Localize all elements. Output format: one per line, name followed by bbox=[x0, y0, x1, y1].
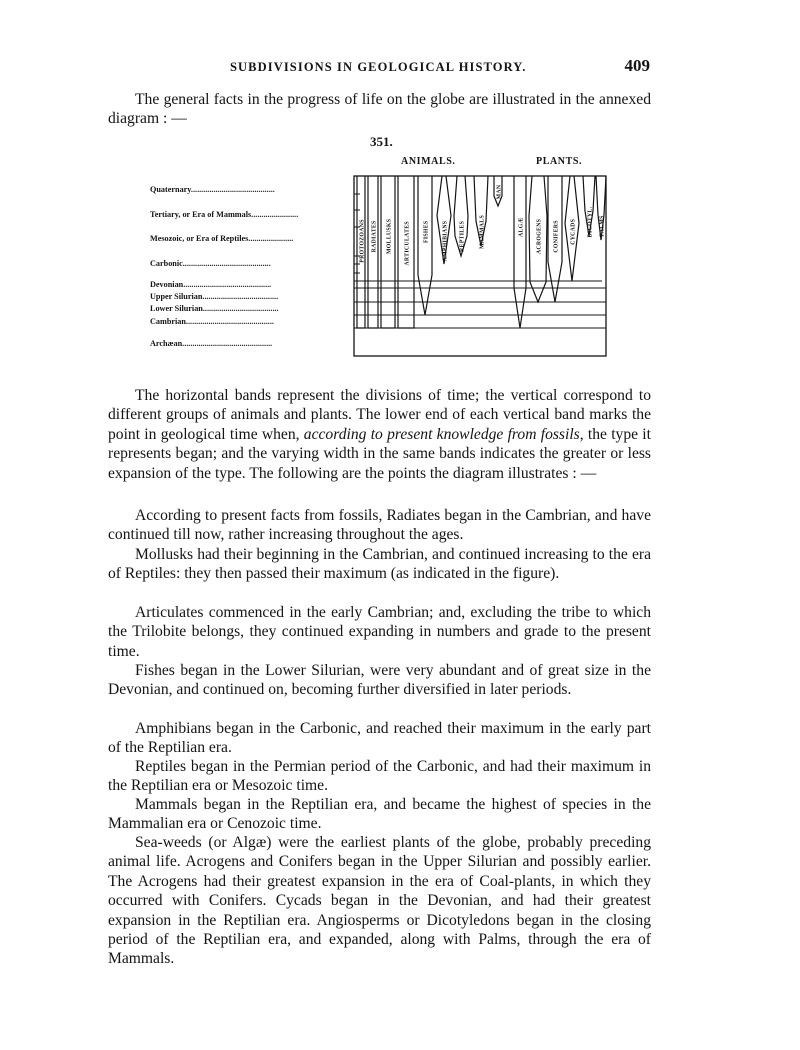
band-fishes bbox=[418, 176, 432, 315]
body-paragraph bbox=[108, 833, 651, 969]
text-run: Mollusks had their beginning in the Cambrian, and continued increasing to the era of Reptiles: they then passed their maximum (as indicated in the figure). bbox=[108, 546, 651, 583]
group-bands bbox=[357, 176, 606, 328]
group-label: MAN bbox=[496, 184, 503, 200]
group-label: DICOTYL. bbox=[587, 206, 594, 238]
text-run: Mammals began in the Reptilian era, and became the highest of species in the Mammalian era or Cenozoic time. bbox=[108, 796, 651, 833]
group-label: CONIFERS bbox=[553, 220, 560, 253]
text-run: The horizontal bands represent the divisions of time; the vertical correspond to different groups of animals and plants. The lower end of each vertical band marks the point in geological time when, bbox=[108, 387, 651, 443]
period-label: Mesozoic, or Era of Reptiles...................... bbox=[150, 234, 294, 243]
period-label: Tertiary, or Era of Mammals....................... bbox=[150, 210, 299, 219]
body-paragraph bbox=[108, 661, 651, 700]
intro-paragraph: The general facts in the progress of life on the globe are illustrated in the annexed diagram : — bbox=[108, 91, 651, 128]
emphasis-run: according to present knowledge from fossils bbox=[303, 425, 580, 443]
animals-heading: ANIMALS. bbox=[401, 156, 456, 167]
text-run: Fishes began in the Lower Silurian, were very abundant and of great size in the Devonian, and continued on, becoming further diversified in later periods. bbox=[108, 662, 651, 699]
plants-heading: PLANTS. bbox=[536, 156, 583, 167]
group-label: MOLLUSKS bbox=[386, 218, 393, 255]
diagram-frame bbox=[354, 176, 606, 356]
page-header bbox=[108, 56, 656, 80]
life-progress-diagram bbox=[148, 150, 618, 365]
text-run: According to present facts from fossils, Radiates began in the Cambrian, and have continued till now, rather increasing throughout the ages. bbox=[108, 507, 651, 544]
body-paragraph bbox=[108, 795, 651, 834]
group-label: PROTOZOANS bbox=[359, 219, 366, 263]
body-paragraph bbox=[108, 757, 651, 796]
running-head: SUBDIVISIONS IN GEOLOGICAL HISTORY. bbox=[230, 60, 527, 74]
period-label: Carbonic........................................... bbox=[150, 259, 271, 268]
group-label: ALGÆ bbox=[518, 217, 525, 237]
group-label: PALMS bbox=[599, 215, 606, 237]
period-label: Quaternary......................................... bbox=[150, 185, 275, 194]
text-run: Sea-weeds (or Algæ) were the earliest plants of the globe, probably preceding animal life. Acrogens and Conifers began in the Upper Silurian and possibly earlier. The Acrogens had their greatest expansion in the era of Coal-plants, in which they occurred with Conifers. Cycads began in the Devonian, and had their greatest expansion in the Reptilian era. Angiosperms or Dicotyledons began in the closing period of the Reptilian era, and expanded, along with Palms, through the era of Mammals. bbox=[108, 834, 651, 968]
group-label: CYCADS bbox=[570, 218, 577, 245]
body-paragraph bbox=[108, 386, 651, 483]
group-label: FISHES bbox=[423, 220, 430, 244]
period-label: Archæan............................................ bbox=[150, 339, 273, 348]
text-run: Articulates commenced in the early Cambrian; and, excluding the tribe to which the Trilobite belongs, they continued expanding in numbers and grade to the present time. bbox=[108, 604, 651, 660]
group-label: ACROGENS bbox=[536, 218, 543, 255]
group-label: RADIATES bbox=[371, 220, 378, 253]
period-label: Devonian........................................... bbox=[150, 280, 272, 289]
text-run: Reptiles began in the Permian period of the Carbonic, and had their maximum in the Reptilian era or Mesozoic time. bbox=[108, 758, 651, 795]
body-paragraph bbox=[108, 545, 651, 584]
figure-number: 351. bbox=[370, 134, 393, 149]
diagram-grid bbox=[354, 176, 606, 356]
group-label: REPTILES bbox=[459, 220, 466, 252]
page-number: 409 bbox=[624, 56, 650, 75]
text-run: , the type it represents began; and the varying width in the same bands indicates the greater or less expansion of the type. The following are the points the diagram illustrates : — bbox=[108, 425, 651, 482]
group-label: ARTICULATES bbox=[404, 221, 411, 266]
text-run: Amphibians began in the Carbonic, and reached their maximum in the early part of the Reptilian era. bbox=[108, 720, 651, 757]
period-labels bbox=[150, 185, 298, 348]
period-label: Upper Silurian..................................... bbox=[150, 292, 279, 301]
period-label: Lower Silurian..................................... bbox=[150, 304, 279, 313]
group-label: MAMMALS bbox=[479, 215, 486, 249]
body-paragraph bbox=[108, 719, 651, 758]
period-label: Cambrian........................................... bbox=[150, 317, 274, 326]
body-paragraph bbox=[108, 603, 651, 661]
body-paragraph bbox=[108, 506, 651, 545]
band-algæ bbox=[514, 176, 526, 328]
group-label: AMPHIBIANS bbox=[442, 220, 449, 262]
